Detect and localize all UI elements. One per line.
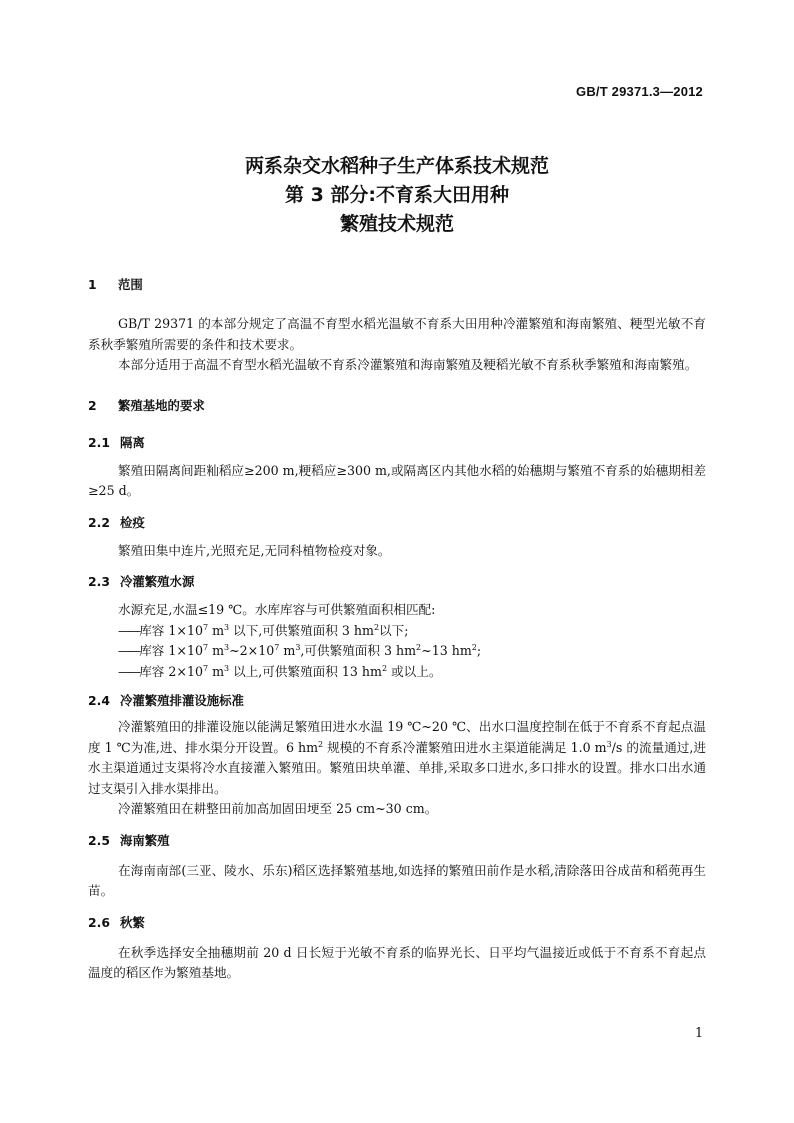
section-2-1-heading bbox=[88, 433, 706, 453]
paragraph: 本部分适用于高温不育型水稻光温敏不育系冷灌繁殖和海南繁殖及粳稻光敏不育系秋季繁殖和海南繁殖。 bbox=[118, 357, 698, 372]
section-2-4-heading bbox=[88, 691, 706, 711]
dash: —— bbox=[118, 622, 140, 638]
section-2-3-heading bbox=[88, 572, 706, 592]
dash: —— bbox=[118, 643, 140, 658]
list-item: ——库容 $1\times 10^7$ $m^3$ 以下,可供繁殖面积 3 $hm^2$以下; bbox=[118, 622, 409, 638]
section-title: 繁殖基地的要求 bbox=[118, 397, 205, 413]
paragraph: 水源充足,水温≤19 ℃。水库库容与可供繁殖面积相匹配: bbox=[118, 602, 436, 617]
section-1-heading bbox=[88, 275, 706, 295]
section-number: 2.4 bbox=[88, 693, 110, 708]
section-number: 2.3 bbox=[88, 574, 110, 589]
paragraph: 冷灌繁殖田的排灌设施以能满足繁殖田进水水温 19 ℃~20 ℃、出水口温度控制在低于不育系不育起点温度 1 ℃为准,进、排水渠分开设置。6 $hm^2$ 规模的不育系冷灌繁殖田进水主渠道能满足 1.0 $m^3/s$ 的流量通过,进水主渠道通过支渠将冷水直接灌入繁殖田。繁殖田块单灌、单排,采取多口进水,多口排水的设置。排水口出水通过支渠引入排水渠排出。 bbox=[88, 719, 707, 796]
section-2-2-heading bbox=[88, 513, 706, 533]
paragraph: 繁殖田隔离间距籼稻应≥200 m,粳稻应≥300 m,或隔离区内其他水稻的始穗期与繁殖不育系的始穗期相差≥25 d。 bbox=[88, 462, 706, 498]
section-number: 1 bbox=[88, 277, 97, 292]
document-body bbox=[88, 275, 706, 984]
standard-number: GB/T 29371.3—2012 bbox=[576, 84, 703, 99]
section-title: 隔离 bbox=[120, 434, 145, 450]
page-number: 1 bbox=[694, 1025, 703, 1040]
section-number: 2.2 bbox=[88, 514, 110, 530]
title-line-1: 两系杂交水稻种子生产体系技术规范 bbox=[244, 155, 549, 177]
section-title: 范围 bbox=[118, 277, 143, 292]
dash: —— bbox=[118, 663, 140, 679]
paragraph: 在海南南部(三亚、陵水、乐东)稻区选择繁殖基地,如选择的繁殖田前作是水稻,清除落田谷成苗和稻蔸再生苗。 bbox=[88, 862, 706, 898]
paragraph: 在秋季选择安全抽穗期前 20 d 日长短于光敏不育系的临界光长、日平均气温接近或低于不育系不育起点温度的稻区作为繁殖基地。 bbox=[88, 944, 706, 980]
list-item: ——库容 $2\times 10^7$ $m^3$ 以上,可供繁殖面积 13 $hm^2$ 或以上。 bbox=[118, 663, 442, 679]
title-line-2: 第 3 部分:不育系大田用种 bbox=[284, 184, 510, 206]
section-title: 海南繁殖 bbox=[120, 832, 170, 848]
section-title: 冷灌繁殖水源 bbox=[120, 574, 195, 589]
paragraph: 繁殖田集中连片,光照充足,无同科植物检疫对象。 bbox=[118, 542, 391, 558]
section-2-heading bbox=[88, 396, 706, 416]
section-title: 秋繁 bbox=[120, 914, 145, 930]
list-item: ——库容 $1\times 10^7$ $m^3\sim 2\times 10^7$ $m^3$,可供繁殖面积 3 $hm^2\sim 13$ $hm^2$; bbox=[118, 643, 482, 658]
section-number: 2 bbox=[88, 397, 97, 413]
section-title: 检疫 bbox=[120, 514, 145, 530]
section-2-5-heading bbox=[88, 831, 706, 851]
section-2-6-heading bbox=[88, 913, 706, 933]
title-line-3: 繁殖技术规范 bbox=[339, 213, 454, 235]
paragraph: 冷灌繁殖田在耕整田前加高加固田埂至 25 cm~30 cm。 bbox=[118, 801, 438, 816]
paragraph: GB/T 29371 的本部分规定了高温不育型水稻光温敏不育系大田用种冷灌繁殖和海南繁殖、粳型光敏不育系秋季繁殖所需要的条件和技术要求。 bbox=[88, 316, 706, 352]
section-title: 冷灌繁殖排灌设施标准 bbox=[120, 693, 244, 708]
section-number: 2.5 bbox=[88, 832, 110, 848]
section-number: 2.1 bbox=[88, 434, 110, 450]
document-title bbox=[0, 152, 794, 239]
section-number: 2.6 bbox=[88, 914, 110, 930]
